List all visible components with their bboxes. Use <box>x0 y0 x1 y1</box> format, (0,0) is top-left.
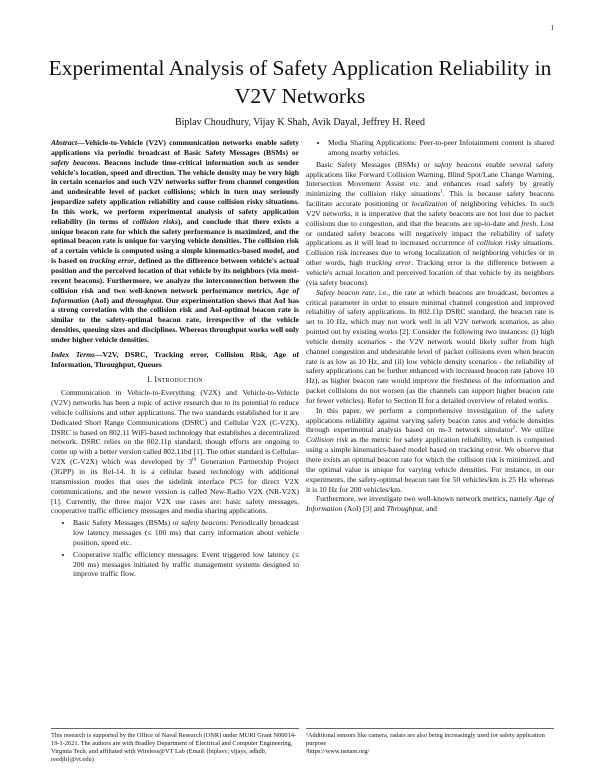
list-item: • Cooperative traffic efficiency messages: Event triggered low latency (≤ 200 ms) messages initiated by traffic management systems designed to improve traffic flow. <box>73 550 299 580</box>
right-column <box>306 138 554 514</box>
use-case-list-continued <box>306 138 554 158</box>
beacon-rate-paragraph: Safety beacon rate, i.e., the rate at which beacons are broadcast, becomes a critical parameter in order to ensure minimal channel congestion and improved reliability of safety applications. In 802.11p DSRC standard, the beacon rate is set to 10 Hz, which may not work well in all V2V network scenarios, as also pointed out by existing works [2]. Consider the following two instances: (i) high vehicle density scenarios - the V2V network would likely suffer from high channel congestion and undesirable level of packet collisions even when beacon rate is as low as 10 Hz, and (ii) low vehicle density scenarios - the reliability of safety applications can be further enhanced with increased beacon rate (above 10 Hz), as higher beacon rate would improve the freshness of the information and packet collisions do not worsen (as the channels can support higher beacon rate for fewer vehicles). Refer to Section II for a detailed overview of related works. <box>306 287 555 405</box>
authors: Biplav Choudhury, Vijay K Shah, Avik Dayal, Jeffrey H. Reed <box>174 117 426 128</box>
page-number: 1 <box>550 24 554 32</box>
footnote-2: ²https://www.nsnam.org/ <box>306 748 370 755</box>
section-heading-introduction: I. Introduction <box>147 375 203 385</box>
intro-paragraph: Communication in Vehicle-to-Everything (V2X) and Vehicle-to-Vehicle (V2V) networks has been a topic of active research due to its potential to reduce vehicle collisions and other applications. The two standards established for it are Dedicated Short Range Communications (DSRC) and Cellular V2X (C-V2X). DSRC is based on 802.11 WiFi-based technology that establishes a decentralized network. DSRC relies on the 802.11p standard, though efforts are ongoing to come up with a better version called 802.11bd [1]. The other standard is Cellular-V2X (C-V2X) which was developed by 3rd Generation Partnership Project (3GPP) in its Rel-14. It is a cellular based technology with additional transmission modes that uses the sidelink interface PC5 for direct V2X communications, and the newer version is called New-Radio V2X (NR-V2X) [1]. Currently, the three major V2X use cases are: basic safety messages, cooperative traffic efficiency messages and media sharing applications. <box>51 388 299 516</box>
left-column <box>51 138 299 581</box>
bsm-paragraph: Basic Safety Messages (BSMs) or safety beacons enable several safety applications like Forward Collision Warning, Blind Spot/Lane Change Warning, Intersection Movement Assist etc. and enhances road safety by greatly minimizing the collision risky situations$^1$. This is because safety beacons facilitate accurate positioning or localization of neighboring vehicles. In such V2V networks, it is imperative that the safety beacons are not lost due to packet collisions due to congestion, and that the beacons are up-to-date and fresh. Lost or outdated safety beacons will negatively impact the reliability of safety applications as it will lead to increased occurrence of collision risky situations. Collision risk increases due to wrong localization of neighboring vehicles or in other words, high tracking error. Tracking error is the difference between a vehicle's actual location and perceived location of that vehicle by its neighbors (via safety beacons). <box>306 159 554 287</box>
paper-title: Experimental Analysis of Safety Application Reliability in V2V Networks <box>48 56 552 108</box>
footnote-1: ¹Additional sensors like camera, radars are also being increasingly used for safety application purpose <box>306 732 545 747</box>
metrics-paragraph: Furthermore, we investigate two well-known network metrics, namely Age of Information (AoI) [3] and Throughput, and <box>306 494 554 514</box>
list-item: • Media Sharing Applications: Peer-to-peer Infotainment content is shared among nearby vehicles. <box>328 138 554 158</box>
footnote-funding: This research is supported by the Office of Naval Research (ONR) under MURI Grant N00014-19-1-2621. The authors are with Bradley Department of Electrical and Computer Engineering, Virginia Tech, and affiliated with Wireless@VT Lab (Email:{biplavc, vijays, adhdb, reedjh}@vt.edu) <box>51 728 299 764</box>
footnotes-right <box>306 728 554 756</box>
contribution-paragraph: In this paper, we perform a comprehensive investigation of the safety applications reliability against varying safety beacon rates and vehicle densities through experimental analysis based on ns-3 network simulator$^2$. We utilize Collision risk as the metric for safety application reliability, which is computed using a simple kinematics-based model based on tracking error. We observe that there exists an optimal beacon rate for which the collision risk is minimized, and the optimal value is unique for varying vehicle densities. For instance, in our experiments, the safety-optimal beacon rate for 50 vehicles/km is 25 Hz whereas it is 10 Hz for 200 vehicles/km. <box>306 405 555 494</box>
abstract: Abstract—Vehicle-to-Vehicle (V2V) communication networks enable safety applications via periodic broadcast of Basic Safety Messages (BSMs) or safety beacons. Beacons include time-critical information such as sender vehicle's location, speed and direction. The vehicle density may be very high in certain scenarios and such V2V networks suffer from channel congestion and undesirable level of packet collisions; which in turn may seriously jeopardize safety application reliability and cause collision risky situations. In this work, we perform experimental analysis of safety application reliability (in terms of collision risks), and conclude that there exists a unique beacon rate for which the safety performance is maximized, and the optimal beacon rate is unique for varying vehicle densities. The collision risk of a certain vehicle is computed using a simple kinematics-based model, and is based on tracking error, defined as the difference between vehicle's actual position and the perceived location of that vehicle by its neighbors (via most-recent beacons). Furthermore, we analyze the interconnection between the collision risk and two well-known network performance metrics, Age of Information (AoI) and throughput. Our experimentation shows that AoI has a strong correlation with the collision risk and AoI-optimal beacon rate is similar to the safety-optimal beacon rate, irrespective of the vehicle densities, queuing sizes and disciplines. Whereas throughput works well only under higher vehicle densities. <box>51 138 300 344</box>
list-item: • Basic Safety Messages (BSMs) or safety beacons: Periodically broadcast low latency messages (≤ 100 ms) that carry information about vehicle position, speed etc. <box>73 518 299 548</box>
use-case-list <box>51 518 299 579</box>
index-terms: Index Terms—V2V, DSRC, Tracking error, Collision Risk, Age of Information, Throughput, Queues <box>51 349 300 369</box>
